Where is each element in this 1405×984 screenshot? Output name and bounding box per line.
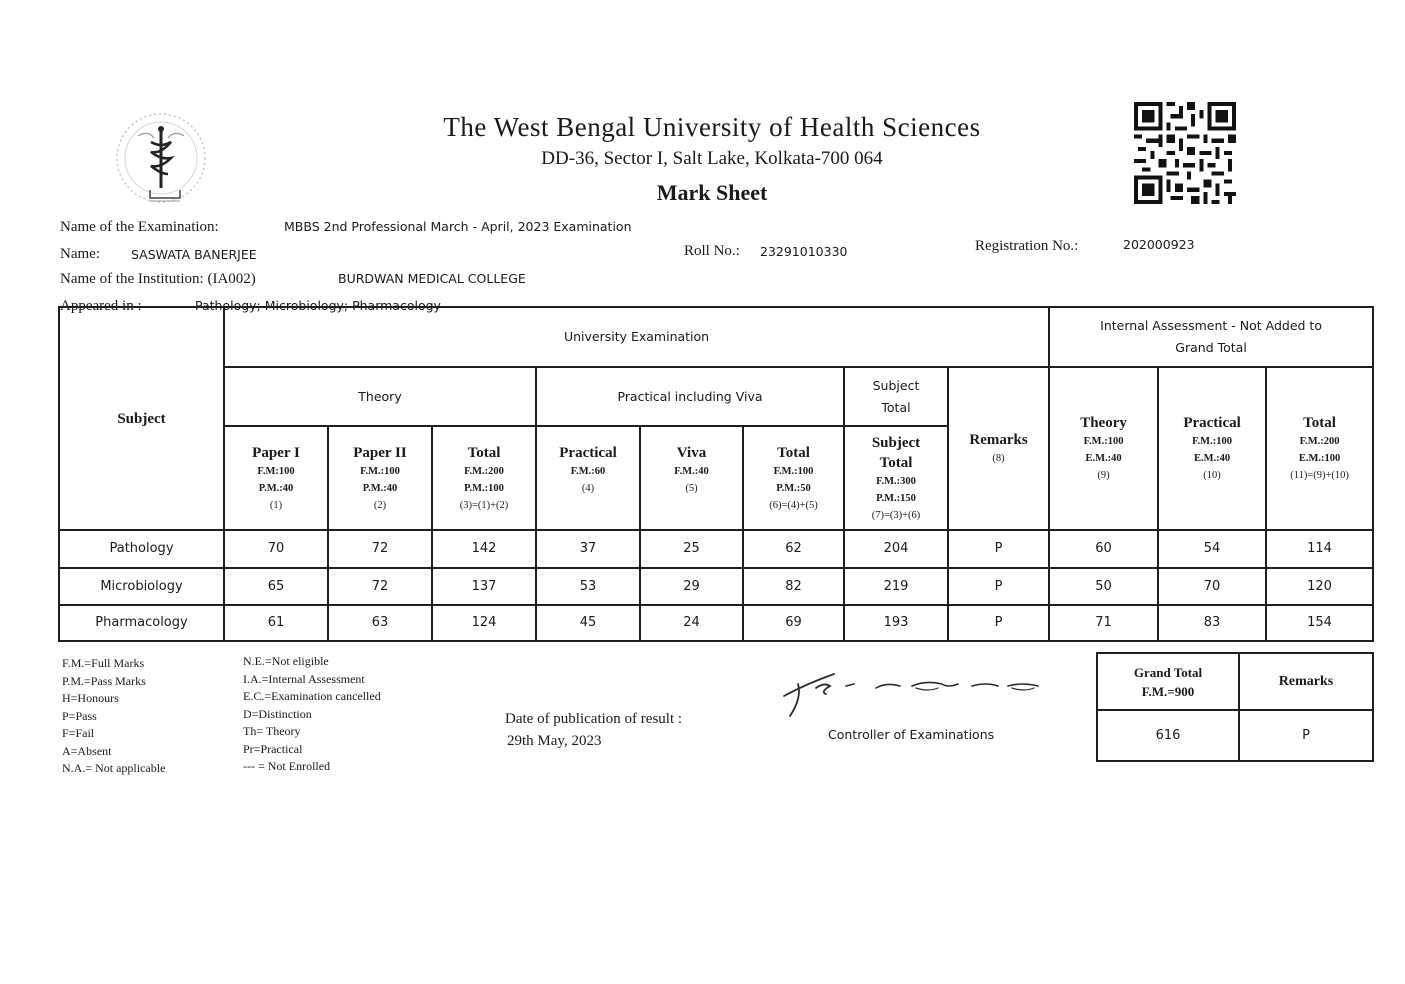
grand-remarks-value: P [1239,710,1373,761]
col-line: P.M.:150 [876,492,916,504]
col-line: (7)=(3)+(6) [871,509,921,521]
col-line: F.M.:200 [464,465,504,477]
legend-item: P=Pass [62,708,97,723]
ia-theory-header [1049,367,1158,530]
table-row [59,530,1373,567]
col-title: Theory [1080,415,1127,432]
col-line: F.M.:100 [773,465,814,477]
legend-left [62,655,165,778]
signature-icon [776,664,1046,722]
grand-total-value: 616 [1097,710,1239,761]
legend-item: N.A.= Not applicable [62,761,166,775]
paper2-mark: 63 [328,605,432,641]
paper2-mark: 72 [328,568,432,605]
col-line: F.M.:100 [360,465,400,477]
ia-total-mark: 154 [1266,605,1373,641]
ia-practical-header [1158,367,1266,530]
remarks-title: Remarks [969,432,1028,449]
col-line: (5) [685,482,698,494]
ia-practical-mark: 83 [1158,605,1266,641]
col-line: E.M.:40 [1193,453,1231,465]
practical-total-mark: 69 [743,605,844,641]
signature [776,664,1046,722]
col-line: (3)=(1)+(2) [459,499,509,511]
viva-mark: 29 [640,568,743,605]
theory-group-header: Theory [224,367,536,425]
col-line: F.M.:40 [674,465,709,477]
subject-name: Pathology [59,530,224,567]
roll-label: Roll No.: [684,243,740,259]
legend-item: Pr=Practical [243,741,303,756]
internal-assessment-line2: Grand Total [1175,340,1247,356]
col-title: Practical [1183,415,1241,432]
col-line: (11)=(9)+(10) [1290,470,1349,482]
subject-total-line1: Subject [872,377,920,393]
paper2-mark: 72 [328,530,432,567]
col-title2: Total [879,454,913,471]
ia-theory-mark: 71 [1049,605,1158,641]
registration-label: Registration No.: [975,238,1079,254]
legend-right [243,653,381,776]
ia-total-mark: 114 [1266,530,1373,567]
remarks-number: (8) [992,453,1005,465]
col-title: Total [467,444,501,461]
col-line: E.M.:100 [1298,453,1341,465]
legend-item: F.M.=Full Marks [62,656,145,670]
name-label: Name: [60,246,100,262]
legend-item: --- = Not Enrolled [243,759,331,773]
qr-code [1132,102,1238,204]
col-line: P.M.:40 [362,482,398,494]
col-line: (1) [269,499,283,511]
publication-date: 29th May, 2023 [507,733,602,749]
ia-practical-mark: 54 [1158,530,1266,567]
col-title: Total [777,444,810,461]
col-line: (4) [581,482,595,494]
legend-item: Th= Theory [243,724,301,738]
grand-total-table [1096,652,1374,762]
paper1-mark: 65 [224,568,328,605]
university-exam-header: University Examination [224,307,1049,367]
subject-total-group-header [844,367,948,425]
theory-total-mark: 137 [432,568,536,605]
practical-total-header [743,426,844,531]
caduceus-seal-icon [108,108,214,212]
legend-item: F=Fail [62,726,95,740]
subject-total-mark: 193 [844,605,948,641]
col-line: P.M.:40 [258,482,294,494]
col-line: (2) [373,499,387,511]
col-title: Subject [871,434,921,451]
subject-name: Microbiology [59,568,224,605]
exam-value: MBBS 2nd Professional March - April, 2023 Examination [284,219,632,234]
col-line: (10) [1203,470,1221,482]
subject-total-mark: 219 [844,568,948,605]
col-line: F.M.:60 [570,465,606,477]
subject-total-line2: Total [881,399,911,415]
col-line: F.M.:200 [1299,436,1340,448]
exam-label: Name of the Examination: [60,219,219,235]
paper2-header [328,426,432,531]
institution-label: Name of the Institution: (IA002) [60,271,256,287]
practical-mark: 53 [536,568,640,605]
col-title: Viva [676,444,707,461]
internal-assessment-header [1049,307,1373,367]
practical-total-mark: 62 [743,530,844,567]
col-line: F.M.:100 [1083,436,1124,448]
legend-item: H=Honours [62,691,119,705]
ia-total-header [1266,367,1373,530]
table-row [59,568,1373,605]
remarks-header [948,367,1049,530]
col-title: Paper I [252,444,300,461]
grand-total-line2: F.M.=900 [1141,683,1195,699]
subject-total-header [844,426,948,531]
legend-item: P.M.=Pass Marks [62,673,146,688]
ia-theory-mark: 50 [1049,568,1158,605]
col-line: F.M:100 [257,465,295,477]
appeared-value: Pathology; Microbiology; Pharmacology [195,298,441,313]
col-title: Paper II [353,444,407,461]
viva-mark: 24 [640,605,743,641]
practical-mark: 37 [536,530,640,567]
institution-value: BURDWAN MEDICAL COLLEGE [338,271,526,286]
theory-total-mark: 124 [432,605,536,641]
internal-assessment-line1: Internal Assessment - Not Added to [1100,318,1322,334]
paper1-header [224,426,328,531]
col-line: P.M.:50 [776,482,811,494]
practical-total-mark: 82 [743,568,844,605]
legend-item: A=Absent [62,743,112,758]
table-row [59,605,1373,641]
practical-mark: 45 [536,605,640,641]
legend-item: E.C.=Examination cancelled [243,689,381,703]
col-line: (9) [1097,470,1110,482]
col-line: F.M.:100 [1192,436,1232,448]
subject-total-mark: 204 [844,530,948,567]
university-address: DD-36, Sector I, Salt Lake, Kolkata-700 064 [541,148,883,169]
ia-theory-mark: 60 [1049,530,1158,567]
publication-label: Date of publication of result : [505,711,683,727]
legend-item: N.E.=Not eligible [243,654,329,668]
paper1-mark: 61 [224,605,328,641]
col-line: F.M.:300 [876,475,916,487]
col-title: Practical [559,444,617,461]
controller-title: Controller of Examinations [828,727,995,742]
col-line: P.M.:100 [464,482,504,494]
practical-header [536,426,640,531]
remarks-value: P [948,605,1049,641]
roll-value: 23291010330 [760,244,848,259]
grand-total-header [1097,653,1239,710]
ia-practical-mark: 70 [1158,568,1266,605]
document-title: Mark Sheet [656,180,768,205]
theory-total-header [432,426,536,531]
col-line: E.M.:40 [1085,453,1122,465]
viva-mark: 25 [640,530,743,567]
paper1-mark: 70 [224,530,328,567]
ia-total-mark: 120 [1266,568,1373,605]
col-line: (6)=(4)+(5) [769,499,818,511]
name-value: SASWATA BANERJEE [131,247,257,262]
practical-group-header: Practical including Viva [536,367,844,425]
subject-header: Subject [59,307,224,530]
grand-total-line1: Grand Total [1133,664,1203,680]
viva-header [640,426,743,531]
registration-value: 202000923 [1123,237,1195,252]
subject-name: Pharmacology [59,605,224,641]
remarks-value: P [948,530,1049,567]
appeared-label: Appeared in : [60,298,142,314]
university-logo [108,108,214,212]
marks-table [58,306,1374,642]
theory-total-mark: 142 [432,530,536,567]
remarks-value: P [948,568,1049,605]
legend-item: D=Distinction [243,706,312,721]
university-name: The West Bengal University of Health Sciences [443,112,981,142]
legend-item: I.A.=Internal Assessment [243,671,365,686]
grand-remarks-header: Remarks [1239,653,1373,710]
col-title: Total [1303,415,1336,432]
qr-code-icon [1132,102,1238,204]
